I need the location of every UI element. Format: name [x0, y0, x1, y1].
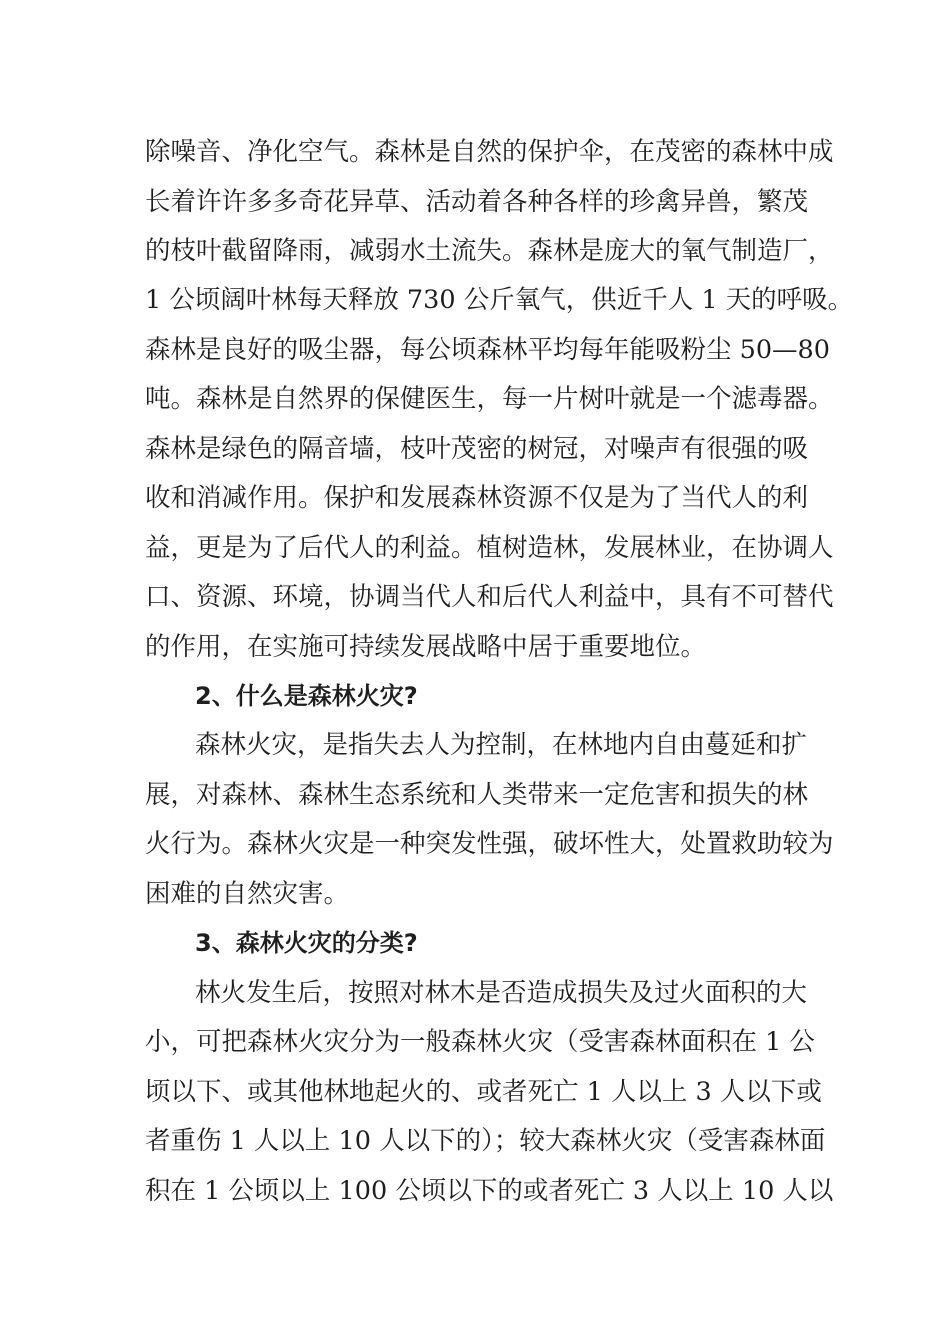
paragraph-line: 者重伤 1 人以上 10 人以下的）；较大森林火灾（受害森林面: [145, 1126, 826, 1156]
paragraph-line: 积在 1 公顷以上 100 公顷以下的或者死亡 3 人以上 10 人以: [145, 1176, 834, 1206]
section-heading: 2、什么是森林火灾?: [195, 682, 418, 710]
paragraph-line: 益，更是为了后代人的利益。植树造林，发展林业，在协调人: [145, 533, 834, 563]
section-heading: 3、森林火灾的分类?: [195, 929, 418, 957]
paragraph-line: 林火发生后，按照对林木是否造成损失及过火面积的大: [195, 978, 808, 1008]
paragraph-line: 的枝叶截留降雨，减弱水土流失。森林是庞大的氧气制造厂，: [145, 236, 834, 266]
paragraph-line: 1 公顷阔叶林每天释放 730 公斤氧气，供近千人 1 天的呼吸。: [145, 285, 854, 315]
paragraph-line: 森林是良好的吸尘器，每公顷森林平均每年能吸粉尘 50—80: [145, 335, 831, 365]
paragraph-line: 顷以下、或其他林地起火的、或者死亡 1 人以上 3 人以下或: [145, 1077, 822, 1107]
paragraph-line: 火行为。森林火灾是一种突发性强，破坏性大，处置救助较为: [145, 829, 834, 859]
paragraph-line: 的作用，在实施可持续发展战略中居于重要地位。: [145, 632, 707, 662]
paragraph-line: 长着许许多多奇花异草、活动着各种各样的珍禽异兽，繁茂: [145, 187, 809, 217]
paragraph-line: 吨。森林是自然界的保健医生，每一片树叶就是一个滤毒器。: [145, 384, 834, 414]
paragraph-line: 展，对森林、森林生态系统和人类带来一定危害和损失的林: [145, 780, 809, 810]
paragraph-line: 困难的自然灾害。: [145, 879, 350, 909]
paragraph-line: 森林火灾，是指失去人为控制，在林地内自由蔓延和扩: [195, 730, 808, 760]
paragraph-line: 除噪音、净化空气。森林是自然的保护伞，在茂密的森林中成: [145, 137, 834, 167]
paragraph-line: 小，可把森林火灾分为一般森林火灾（受害森林面积在 1 公: [145, 1027, 815, 1057]
paragraph-line: 收和消减作用。保护和发展森林资源不仅是为了当代人的利: [145, 483, 809, 513]
paragraph-line: 口、资源、环境，协调当代人和后代人利益中，具有不可替代: [145, 582, 834, 612]
paragraph-line: 森林是绿色的隔音墙，枝叶茂密的树冠，对噪声有很强的吸: [145, 434, 809, 464]
